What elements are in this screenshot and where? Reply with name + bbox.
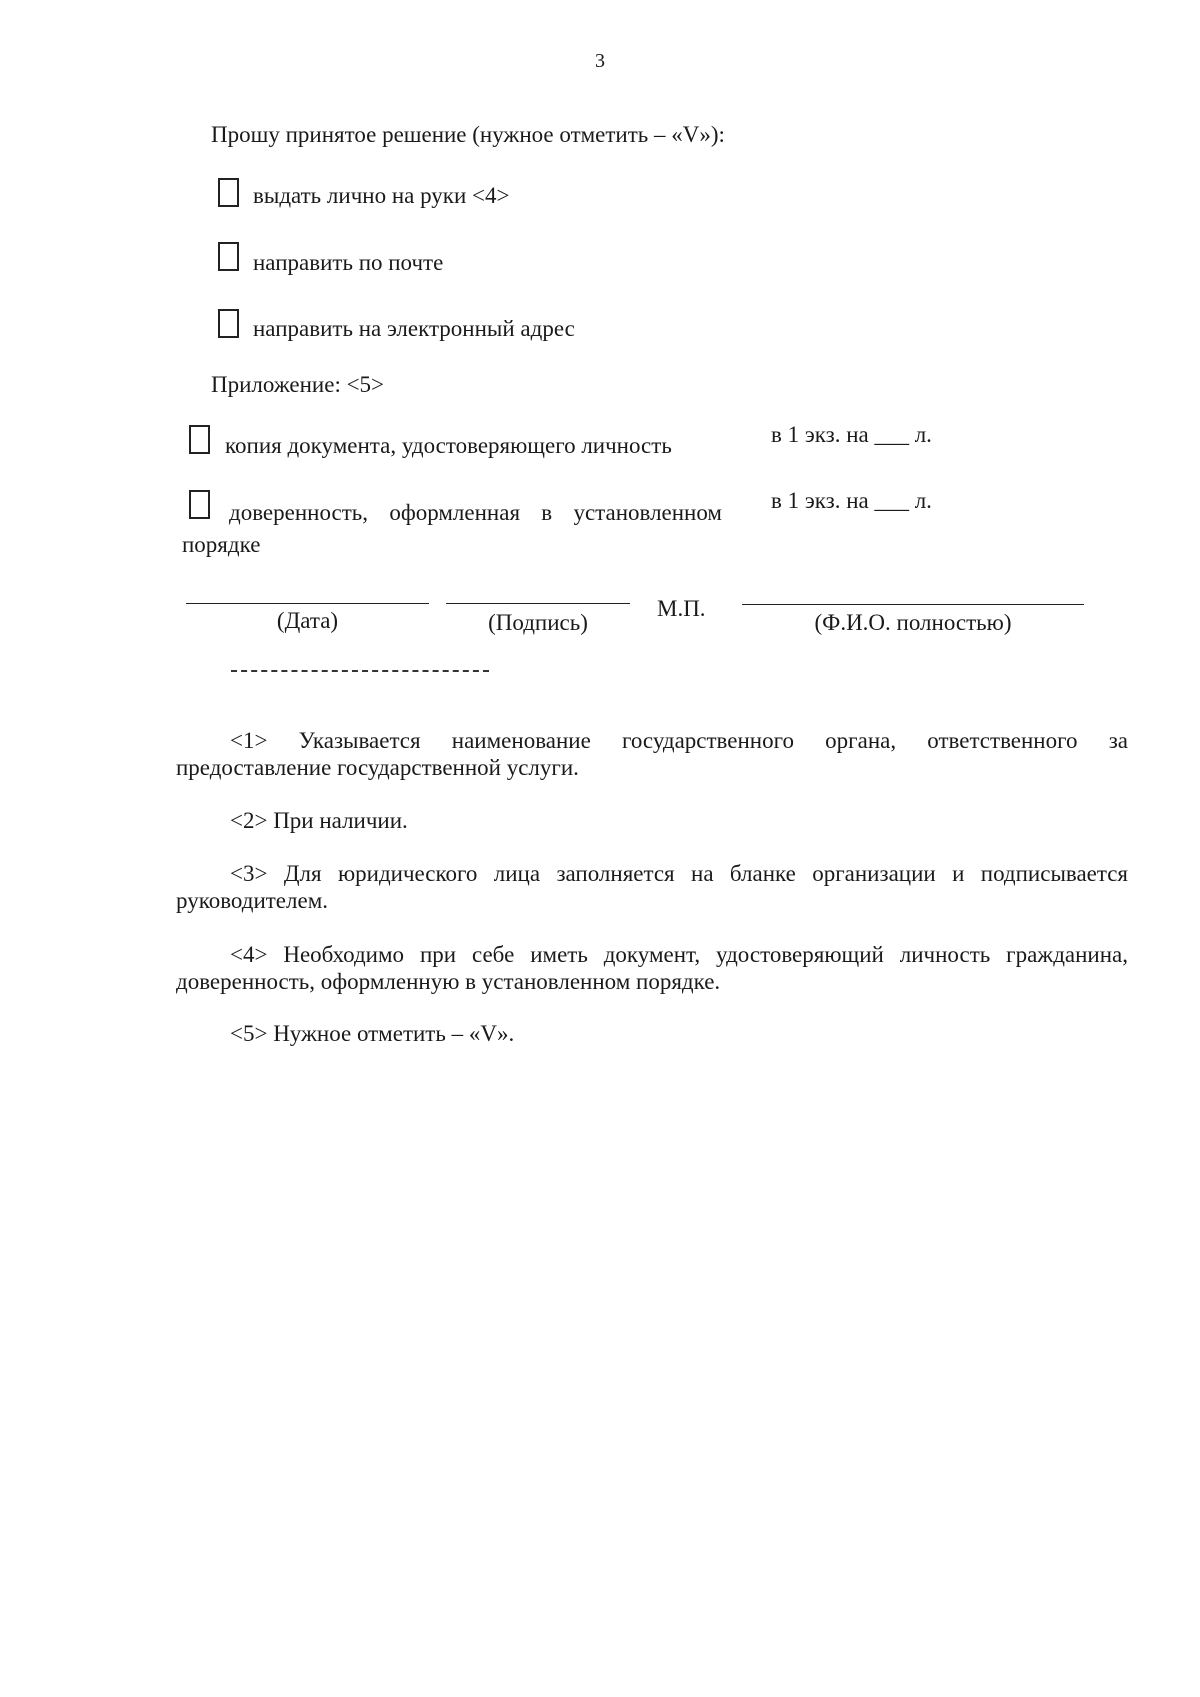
- attachment-heading: Приложение: <5>: [211, 372, 385, 397]
- option-by-email-checkbox[interactable]: [218, 309, 239, 338]
- footnote-5: <5> Нужное отметить – «V».: [230, 1021, 515, 1046]
- footnote-3-line1: <3> Для юридического лица заполняется на бланке организации и подписывается: [230, 861, 1128, 886]
- date-line: [186, 603, 429, 604]
- option-by-mail-checkbox[interactable]: [218, 242, 239, 271]
- stamp-label: М.П.: [657, 596, 706, 621]
- footnote-4-line1: <4> Необходимо при себе иметь документ, удостоверяющий личность гражданина,: [230, 942, 1128, 967]
- signature-line: [446, 603, 630, 604]
- attachment-id-copy-copies: в 1 экз. на ___ л.: [771, 422, 932, 447]
- option-in-person-checkbox[interactable]: [218, 178, 239, 207]
- attachment-power-of-attorney-copies: в 1 экз. на ___ л.: [771, 488, 932, 513]
- footnote-4-line2: доверенность, оформленную в установленном порядке.: [176, 969, 721, 994]
- footnote-3: [176, 860, 1128, 914]
- footnote-2: <2> При наличии.: [230, 808, 408, 833]
- full-name-line: [742, 604, 1084, 605]
- full-name-caption: (Ф.И.О. полностью): [814, 610, 1012, 635]
- attachment-id-copy-label: копия документа, удостоверяющего личность: [225, 433, 672, 458]
- page-number: 3: [595, 50, 605, 72]
- footnote-4: [176, 941, 1128, 995]
- footnote-1-line1: <1> Указывается наименование государственного органа, ответственного за: [230, 728, 1128, 753]
- option-by-email-label: направить на электронный адрес: [253, 316, 575, 341]
- date-caption: (Дата): [276, 608, 339, 633]
- footnote-separator: [231, 670, 489, 672]
- footnote-3-line2: руководителем.: [176, 888, 329, 913]
- option-in-person-label: выдать лично на руки <4>: [253, 183, 510, 208]
- attachment-power-of-attorney-label-cont: порядке: [182, 532, 261, 557]
- signature-caption: (Подпись): [488, 610, 588, 635]
- footnote-1: [176, 727, 1128, 781]
- attachment-id-copy-checkbox[interactable]: [189, 425, 210, 454]
- attachment-power-of-attorney-checkbox[interactable]: [189, 490, 210, 519]
- attachment-power-of-attorney-label: доверенность, оформленная в установленном: [229, 500, 722, 525]
- option-by-mail-label: направить по почте: [253, 250, 444, 275]
- request-heading: Прошу принятое решение (нужное отметить – «V»):: [211, 122, 725, 147]
- footnote-1-line2: предоставление государственной услуги.: [176, 755, 579, 780]
